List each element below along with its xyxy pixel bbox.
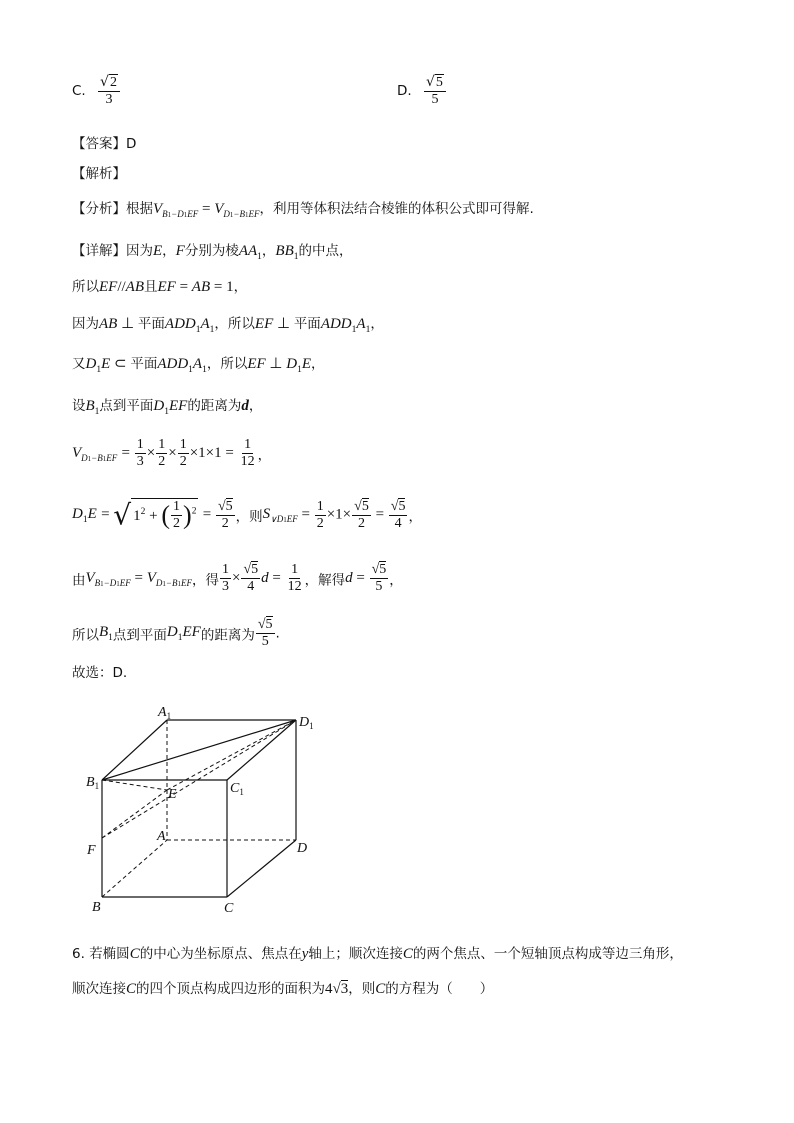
xj-text-3: 分别为棱 xyxy=(184,243,239,259)
option-d-label: D. xyxy=(397,83,412,99)
l9-text-d: . xyxy=(275,625,280,642)
xj-text-2: ， xyxy=(162,243,176,259)
segment-f-d1 xyxy=(102,720,296,838)
answer-value: D xyxy=(126,136,137,152)
l9-text-a: 所以 xyxy=(72,627,99,644)
segment-b1-e xyxy=(102,780,167,790)
label-f: F xyxy=(87,843,96,858)
option-c-label: C. xyxy=(72,83,86,99)
derivation-line-8: 由$V_{B1-D1EF} = V_{D1-B1EF}$，得 $\frac{1}{3}$ × $\frac{√5}{4}$ d = $\frac{1}{12}$ ，解得d = $\frac{√5}{5}$ ， xyxy=(72,562,403,594)
option-c-denominator: 3 xyxy=(105,92,113,107)
derivation-line-9: 所以$B_1$点到平面$D_1EF$的距离为 $\frac{√5}{5}$ . xyxy=(72,617,280,649)
q6-text-3: 轴上；顺次连接 xyxy=(308,946,403,962)
option-d-fraction: $\frac{√5}{5}$ xyxy=(424,74,446,108)
edge-c-d xyxy=(227,840,296,897)
derivation-line-4: 又$D_1E$ ⊂ 平面$ADD_1A_1$，所以EF ⊥ $D_1E$， xyxy=(72,356,325,375)
l7-text-b: ， xyxy=(408,509,422,525)
l6-text-end: ， xyxy=(257,447,272,464)
label-e: E xyxy=(168,787,177,802)
label-a: A xyxy=(157,829,166,844)
derivation-line-5: 设$B_1$点到平面$D_1EF$的距离为d， xyxy=(72,398,263,417)
derivation-line-2: 所以EF//AB且EF = AB = 1， xyxy=(72,279,248,295)
derivation-line-6: $V_{D1-B1EF}$ = $\frac{1}{3}$ × $\frac{1}{2}$ × $\frac{1}{2}$ ×1×1 = $\frac{1}{12}$ ， xyxy=(72,437,272,469)
l3-text-e: ， xyxy=(370,316,384,332)
cube-figure xyxy=(80,700,330,920)
l9-text-c: 的距离为 xyxy=(200,627,255,644)
analysis-heading: 【解析】 xyxy=(72,166,126,182)
q6-text-6: 的四个顶点构成四边形的面积为 xyxy=(136,981,326,997)
xj-text-4: ， xyxy=(261,243,276,259)
conclusion: 故选：D. xyxy=(72,665,128,681)
l8-text-b: ，得 xyxy=(191,572,219,589)
label-d: D xyxy=(297,841,308,856)
derivation-line-3: 因为AB ⊥ 平面$ADD_1A_1$，所以EF ⊥ 平面$ADD_1A_1$， xyxy=(72,316,384,335)
l2-text-c: ， xyxy=(233,279,248,295)
l2-text-b: 且 xyxy=(144,279,158,295)
l5-text-a: 设 xyxy=(72,398,86,414)
answer-tag: 【答案】 xyxy=(72,136,126,152)
label-a1: $A_1$ xyxy=(158,705,172,721)
label-b: B xyxy=(92,900,101,915)
q6-text-7: ，则 xyxy=(348,981,376,997)
q6-text-5: 顺次连接 xyxy=(72,981,126,997)
l7-text-a: ，则 xyxy=(235,509,263,525)
l4-text-c: ，所以 xyxy=(206,356,248,372)
l4-text-b: 平面 xyxy=(130,356,158,372)
l3-text-c: ，所以 xyxy=(214,316,255,332)
q6-text-4: 的两个焦点、一个短轴顶点构成等边三角形， xyxy=(412,946,683,962)
option-c-numerator: 2 xyxy=(109,75,117,90)
label-b1: $B_1$ xyxy=(86,775,100,791)
option-d xyxy=(397,74,447,108)
option-c xyxy=(72,74,121,108)
fenxi-text-2: ，利用等体积法结合棱锥的体积公式即可得解. xyxy=(259,201,534,217)
xj-text-1: 因为 xyxy=(126,243,153,259)
answer-line xyxy=(72,132,136,152)
label-c1: $C_1$ xyxy=(230,781,244,797)
l4-text-a: 又 xyxy=(72,356,86,372)
l4-text-d: ， xyxy=(311,356,325,372)
option-d-numerator: 5 xyxy=(435,75,443,90)
q6-text-8: 的方程为（ ） xyxy=(385,981,494,997)
q6-text-1: 若椭圆 xyxy=(89,946,130,962)
question-6-line-1: 6. 若椭圆C的中心为坐标原点、焦点在y轴上；顺次连接C的两个焦点、一个短轴顶点构成等边三角形， xyxy=(72,946,683,962)
l8-text-c: ，解得 xyxy=(304,572,346,589)
label-d1: $D_1$ xyxy=(299,715,314,731)
l3-text-b: 平面 xyxy=(137,316,165,332)
fenxi-formula: $V_{B1-D1EF} = V_{D1-B1EF}$ xyxy=(153,201,260,219)
l2-text-a: 所以 xyxy=(72,279,99,295)
edge-b-a xyxy=(102,840,167,897)
l8-text-d: ， xyxy=(389,572,403,589)
l8-text-a: 由 xyxy=(72,572,86,589)
l5-text-b: 点到平面 xyxy=(99,398,154,414)
xj-text-5: 的中点， xyxy=(298,243,353,259)
xiangjie-line-1: 【详解】因为E，F分别为棱$AA_1$，$BB_1$的中点， xyxy=(72,243,353,262)
xiangjie-tag: 【详解】 xyxy=(72,243,126,259)
label-c: C xyxy=(224,901,234,916)
l3-text-d: 平面 xyxy=(293,316,321,332)
q6-number: 6. xyxy=(72,946,85,962)
fenxi-line xyxy=(72,197,534,219)
fenxi-tag: 【分析】 xyxy=(72,201,126,217)
derivation-line-7: $D_1E$ = √ $1^2$ + ( $\frac{1}{2}$ )$^2$ = $\frac{√5}{2}$ ，则$S_{\vee D1EF}$ = $\frac{1}{2}$ ×1× $\frac{√5}{2}$ = $\frac{√5}{4}$ ， xyxy=(72,498,422,532)
option-d-denominator: 5 xyxy=(431,92,439,107)
edge-b1-a1 xyxy=(102,720,167,780)
l9-text-b: 点到平面 xyxy=(112,627,167,644)
edge-c1-d1 xyxy=(227,720,296,780)
question-6-line-2: 顺次连接C的四个顶点构成四边形的面积为4√3，则C的方程为（ ） xyxy=(72,981,494,997)
q6-text-2: 的中心为坐标原点、焦点在 xyxy=(139,946,302,962)
segment-e-d1 xyxy=(167,720,296,790)
l3-text-a: 因为 xyxy=(72,316,99,332)
l5-text-d: ， xyxy=(248,398,263,414)
option-c-fraction: $\frac{√2}{3}$ xyxy=(98,74,120,108)
l5-text-c: 的距离为 xyxy=(187,398,242,414)
edge-b1-d1 xyxy=(102,720,296,780)
fenxi-text-1: 根据 xyxy=(126,201,153,217)
